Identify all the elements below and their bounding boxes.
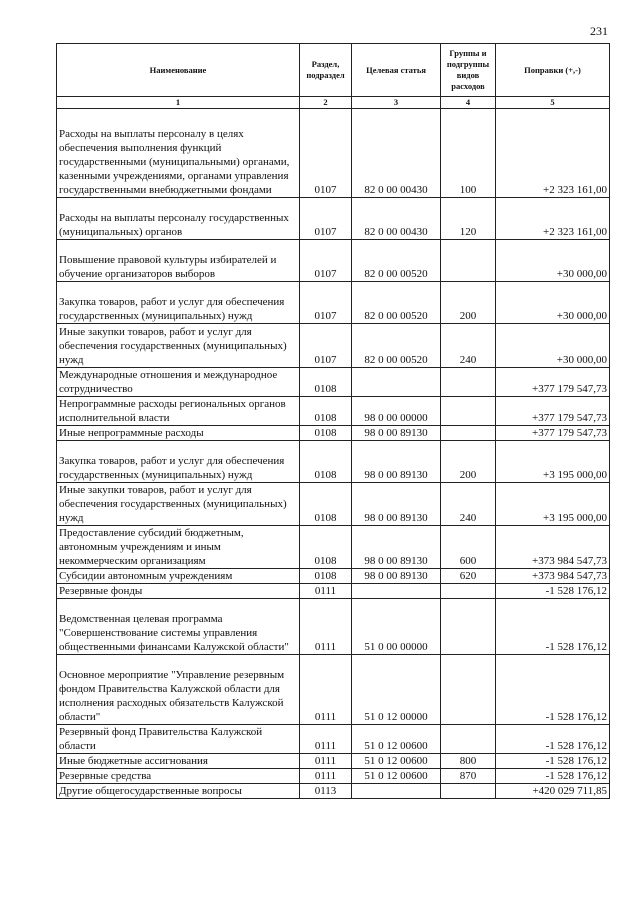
row-group: 870 [441,769,496,784]
row-amount: +2 323 161,00 [496,198,610,240]
row-name: Иные непрограммные расходы [57,426,300,441]
row-target: 98 0 00 89130 [352,441,441,483]
col-number: 5 [496,97,610,109]
col-number: 4 [441,97,496,109]
row-name: Резервный фонд Правительства Калужской области [57,725,300,754]
row-name: Предоставление субсидий бюджетным, автономным учреждениям и иным некоммерческим организациям [57,526,300,569]
row-name: Иные закупки товаров, работ и услуг для обеспечения государственных (муниципальных) нужд [57,483,300,526]
row-target [352,368,441,397]
row-amount: -1 528 176,12 [496,655,610,725]
row-group: 240 [441,324,496,368]
row-group: 120 [441,198,496,240]
table-row [57,784,610,799]
row-target [352,584,441,599]
row-name: Иные закупки товаров, работ и услуг для обеспечения государственных (муниципальных) нужд [57,324,300,368]
row-amount: -1 528 176,12 [496,584,610,599]
row-name: Другие общегосударственные вопросы [57,784,300,799]
row-name: Закупка товаров, работ и услуг для обеспечения государственных (муниципальных) нужд [57,282,300,324]
row-target: 51 0 12 00600 [352,754,441,769]
row-name: Расходы на выплаты персоналу государственных (муниципальных) органов [57,198,300,240]
row-group [441,368,496,397]
table-row [57,584,610,599]
row-section: 0108 [300,526,352,569]
table-row [57,426,610,441]
table-row [57,599,610,655]
row-amount: -1 528 176,12 [496,599,610,655]
row-name: Основное мероприятие "Управление резервным фондом Правительства Калужской области для исполнения расходных обязательств Калужской области" [57,655,300,725]
row-amount: +3 195 000,00 [496,441,610,483]
row-amount: -1 528 176,12 [496,754,610,769]
row-group [441,784,496,799]
row-amount: +377 179 547,73 [496,426,610,441]
row-section: 0108 [300,368,352,397]
header-section: Раздел, подраздел [300,44,352,97]
row-group [441,397,496,426]
table-row [57,282,610,324]
col-number: 2 [300,97,352,109]
row-target: 82 0 00 00520 [352,240,441,282]
row-target: 82 0 00 00430 [352,109,441,198]
row-target: 82 0 00 00430 [352,198,441,240]
row-amount: +30 000,00 [496,240,610,282]
row-target: 98 0 00 89130 [352,483,441,526]
row-amount: -1 528 176,12 [496,725,610,754]
row-section: 0107 [300,109,352,198]
row-section: 0107 [300,240,352,282]
row-section: 0108 [300,569,352,584]
table-row [57,725,610,754]
row-group: 200 [441,441,496,483]
row-section: 0108 [300,397,352,426]
header-groups: Группы и подгруппы видов расходов [441,44,496,97]
row-name: Расходы на выплаты персоналу в целях обеспечения выполнения функций государственными (муниципальными) органами, казенными учреждениями, органами управления государственными внебюджетными фондами [57,109,300,198]
row-name: Повышение правовой культуры избирателей и обучение организаторов выборов [57,240,300,282]
row-group [441,599,496,655]
row-name: Международные отношения и международное сотрудничество [57,368,300,397]
row-group: 240 [441,483,496,526]
table-row [57,754,610,769]
row-section: 0111 [300,584,352,599]
header-amendments: Поправки (+,-) [496,44,610,97]
header-row [57,44,610,97]
col-number: 1 [57,97,300,109]
row-name: Резервные фонды [57,584,300,599]
header-target: Целевая статья [352,44,441,97]
row-group [441,725,496,754]
budget-table [56,43,610,799]
row-group [441,240,496,282]
col-number: 3 [352,97,441,109]
row-amount: +3 195 000,00 [496,483,610,526]
row-target: 98 0 00 89130 [352,569,441,584]
row-group [441,655,496,725]
row-target: 98 0 00 89130 [352,526,441,569]
table-row [57,441,610,483]
row-section: 0107 [300,282,352,324]
row-name: Резервные средства [57,769,300,784]
table-row [57,483,610,526]
row-target: 51 0 00 00000 [352,599,441,655]
row-name: Закупка товаров, работ и услуг для обеспечения государственных (муниципальных) нужд [57,441,300,483]
row-section: 0108 [300,441,352,483]
row-target: 51 0 12 00600 [352,769,441,784]
row-amount: +420 029 711,85 [496,784,610,799]
table-row [57,368,610,397]
row-name: Непрограммные расходы региональных органов исполнительной власти [57,397,300,426]
row-section: 0111 [300,725,352,754]
row-section: 0108 [300,426,352,441]
row-target: 82 0 00 00520 [352,324,441,368]
table-row [57,397,610,426]
row-amount: +30 000,00 [496,282,610,324]
row-section: 0111 [300,769,352,784]
row-amount: +377 179 547,73 [496,397,610,426]
row-group: 620 [441,569,496,584]
row-section: 0108 [300,483,352,526]
row-section: 0107 [300,324,352,368]
row-target: 82 0 00 00520 [352,282,441,324]
table-row [57,569,610,584]
row-group: 100 [441,109,496,198]
row-amount: +30 000,00 [496,324,610,368]
row-group: 800 [441,754,496,769]
row-target [352,784,441,799]
header-name: Наименование [57,44,300,97]
table-row [57,198,610,240]
row-name: Субсидии автономным учреждениям [57,569,300,584]
row-amount: -1 528 176,12 [496,769,610,784]
row-target: 51 0 12 00000 [352,655,441,725]
row-group: 600 [441,526,496,569]
row-amount: +373 984 547,73 [496,569,610,584]
row-group [441,584,496,599]
row-target: 98 0 00 00000 [352,397,441,426]
row-section: 0111 [300,754,352,769]
row-target: 98 0 00 89130 [352,426,441,441]
row-target: 51 0 12 00600 [352,725,441,754]
table-row [57,240,610,282]
row-amount: +373 984 547,73 [496,526,610,569]
table-body [57,109,610,799]
row-amount: +2 323 161,00 [496,109,610,198]
row-section: 0107 [300,198,352,240]
table-row [57,769,610,784]
page-number: 231 [590,24,608,38]
row-name: Иные бюджетные ассигнования [57,754,300,769]
table-row [57,324,610,368]
row-section: 0113 [300,784,352,799]
row-group: 200 [441,282,496,324]
table-row [57,109,610,198]
table-row [57,655,610,725]
row-group [441,426,496,441]
row-section: 0111 [300,599,352,655]
table-row [57,526,610,569]
column-number-row [57,97,610,109]
row-amount: +377 179 547,73 [496,368,610,397]
row-section: 0111 [300,655,352,725]
row-name: Ведомственная целевая программа "Совершенствование системы управления общественными финансами Калужской области" [57,599,300,655]
